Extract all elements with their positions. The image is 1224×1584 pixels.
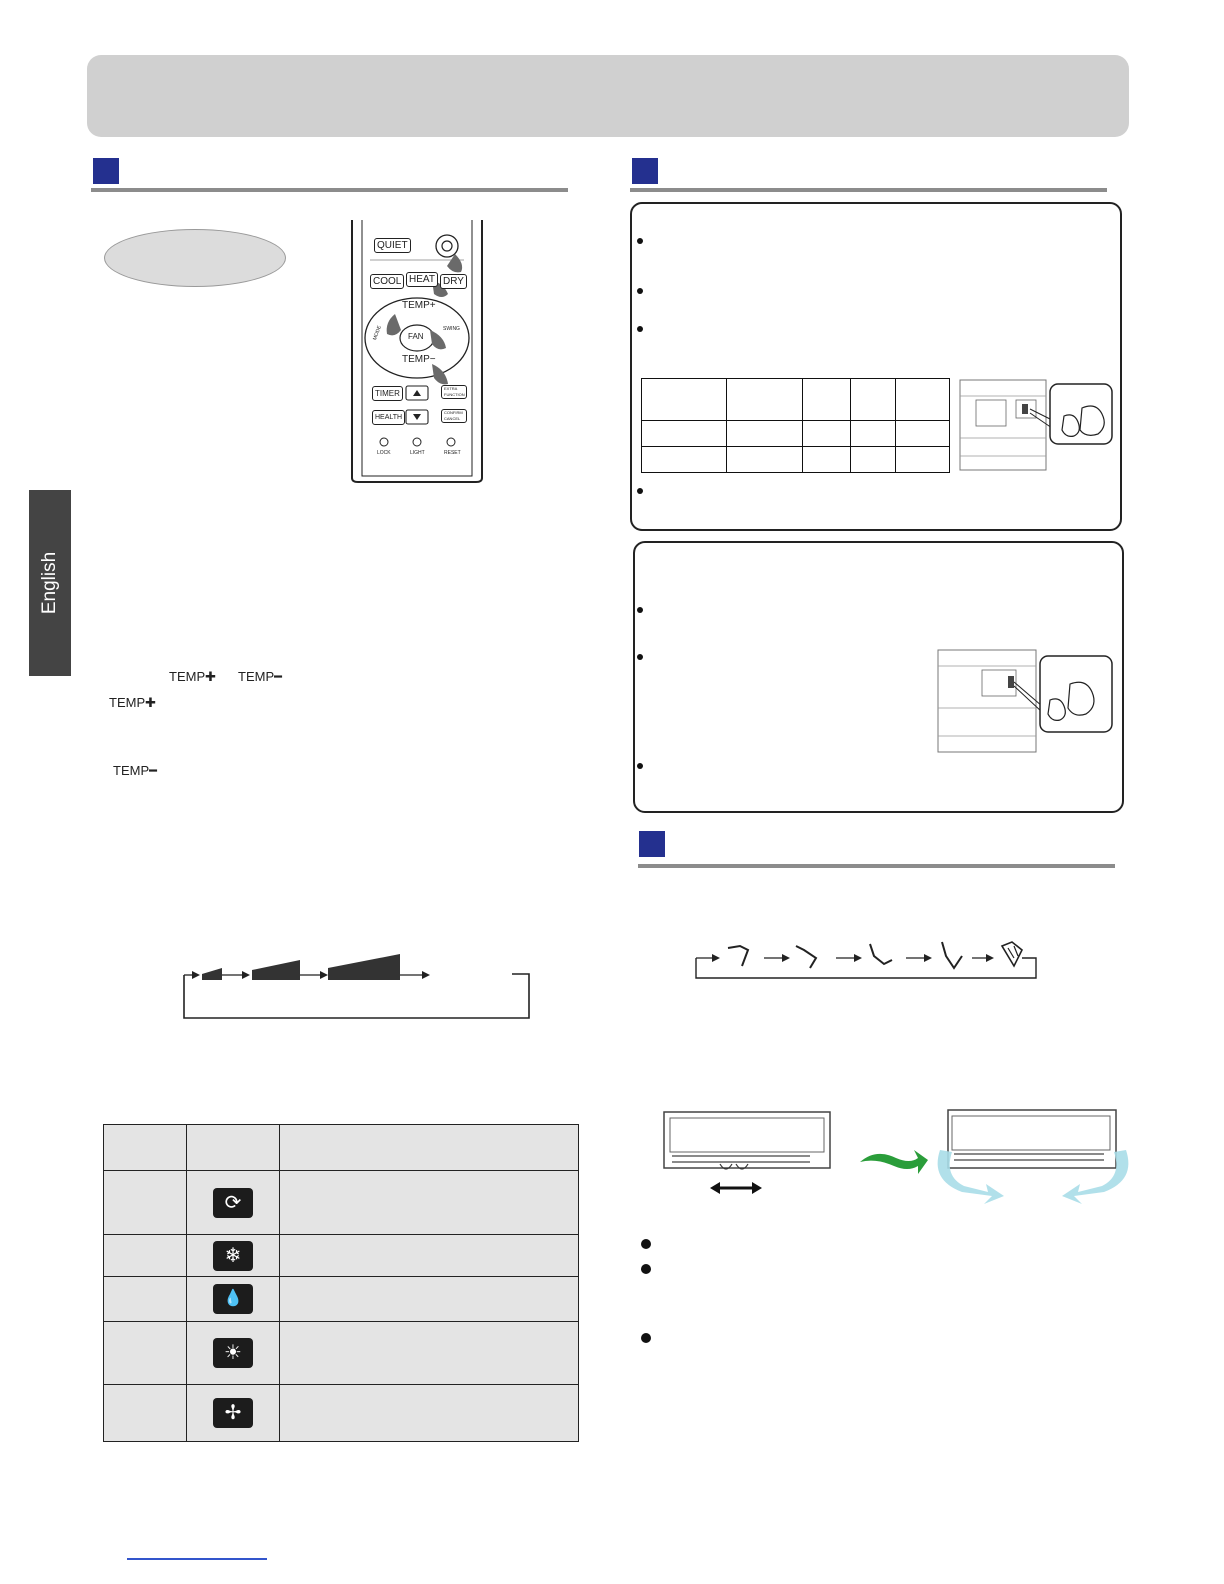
mode-name-cell bbox=[104, 1277, 187, 1322]
fan-speed-mid-icon bbox=[252, 960, 300, 980]
mode-icon-cell bbox=[187, 1171, 280, 1235]
remote-body-icon bbox=[350, 218, 484, 484]
section-rule-airflow bbox=[638, 864, 1115, 868]
temp-plus-label: TEMP bbox=[402, 300, 430, 311]
temp-minus-ref-2-text: TEMP bbox=[113, 763, 150, 778]
mode-description-cell bbox=[280, 1277, 579, 1322]
remote-control bbox=[350, 218, 484, 484]
table-cell bbox=[642, 379, 727, 421]
table-cell bbox=[727, 421, 803, 447]
mode-table-header bbox=[104, 1125, 579, 1171]
mode-icon-cell bbox=[187, 1385, 280, 1442]
section-rule-right bbox=[630, 188, 1107, 192]
indoor-unit-button-illustration-1 bbox=[956, 376, 1116, 474]
bullet bbox=[637, 654, 643, 660]
temp-plus-ref-1: TEMP✚ bbox=[169, 669, 217, 684]
mode-icon-cell bbox=[187, 1322, 280, 1385]
mode-description-cell bbox=[280, 1171, 579, 1235]
table-row bbox=[642, 447, 950, 473]
table-cell bbox=[803, 447, 851, 473]
dry-button[interactable]: DRY bbox=[440, 274, 467, 289]
mode-table bbox=[103, 1124, 579, 1442]
table-cell bbox=[727, 379, 803, 421]
mode-name-cell bbox=[104, 1322, 187, 1385]
bullet bbox=[637, 326, 643, 332]
louver-pos-2-icon bbox=[796, 946, 816, 968]
light-label: LIGHT bbox=[410, 450, 425, 456]
bullet bbox=[637, 607, 643, 613]
reset-label: RESET bbox=[444, 450, 461, 456]
indoor-unit-button-illustration-2 bbox=[934, 648, 1116, 756]
timer-button[interactable]: TIMER bbox=[372, 386, 403, 401]
table-cell bbox=[851, 379, 896, 421]
bullet bbox=[641, 1239, 651, 1249]
mode-table-header-cell bbox=[104, 1125, 187, 1171]
mode-table-header-cell bbox=[280, 1125, 579, 1171]
mode-description-cell bbox=[280, 1322, 579, 1385]
bullet bbox=[641, 1264, 651, 1274]
swing-button[interactable]: SWING bbox=[443, 326, 460, 332]
fan-mode-icon: ✢ bbox=[213, 1398, 253, 1428]
fan-speed-high-icon bbox=[328, 954, 400, 980]
lock-label: LOCK bbox=[377, 450, 391, 456]
table-cell bbox=[803, 421, 851, 447]
section-rule-left bbox=[91, 188, 568, 192]
temp-plus-ref-2-text: TEMP bbox=[109, 695, 146, 710]
bullet bbox=[637, 488, 643, 494]
fan-button[interactable]: FAN bbox=[408, 332, 424, 341]
section-marker-airflow bbox=[639, 831, 665, 857]
green-arrow-icon bbox=[856, 1146, 932, 1176]
language-label: English bbox=[39, 551, 60, 615]
info-box-emergency bbox=[630, 202, 1122, 531]
table-row bbox=[642, 379, 950, 421]
indoor-unit-manual-louver-illustration bbox=[660, 1108, 836, 1198]
table-row bbox=[104, 1277, 579, 1322]
temp-plus-ref-2: TEMP✚ bbox=[109, 695, 157, 710]
louver-pos-1-icon bbox=[728, 946, 748, 966]
table-cell bbox=[896, 379, 950, 421]
louver-position-cycle-diagram bbox=[692, 936, 1042, 984]
mode-name-cell bbox=[104, 1385, 187, 1442]
quiet-button[interactable]: QUIET bbox=[374, 238, 411, 253]
indoor-unit-airflow-illustration bbox=[930, 1106, 1138, 1210]
dry-mode-icon: 💧 bbox=[213, 1284, 253, 1314]
temp-minus-ref-1: TEMP━ bbox=[238, 669, 282, 684]
table-row bbox=[104, 1322, 579, 1385]
cool-button[interactable]: COOL bbox=[370, 274, 404, 289]
emergency-settings-table bbox=[641, 378, 950, 473]
temp-minus-ref-2: TEMP━ bbox=[113, 763, 157, 778]
confirm-cancel-button[interactable]: CONFIRM CANCEL bbox=[441, 409, 467, 423]
table-cell bbox=[896, 421, 950, 447]
fan-speed-cycle-diagram bbox=[180, 950, 535, 1022]
temp-minus-ref-1-text: TEMP bbox=[238, 669, 275, 684]
table-cell bbox=[851, 421, 896, 447]
section-marker-right bbox=[632, 158, 658, 184]
table-row bbox=[642, 421, 950, 447]
louver-pos-3-icon bbox=[870, 944, 892, 964]
louver-pos-4-icon bbox=[942, 942, 962, 968]
table-cell bbox=[896, 447, 950, 473]
bullet bbox=[641, 1333, 651, 1343]
temp-plus-ref-1-text: TEMP bbox=[169, 669, 206, 684]
heat-button[interactable]: HEAT bbox=[406, 272, 438, 287]
bullet bbox=[637, 288, 643, 294]
mode-description-cell bbox=[280, 1235, 579, 1277]
oval-callout bbox=[104, 229, 286, 287]
table-row bbox=[104, 1235, 579, 1277]
auto-mode-icon: ⟳ bbox=[213, 1188, 253, 1218]
table-row bbox=[104, 1385, 579, 1442]
table-cell bbox=[727, 447, 803, 473]
mode-description-cell bbox=[280, 1385, 579, 1442]
table-cell bbox=[803, 379, 851, 421]
bullet bbox=[637, 763, 643, 769]
extra-function-button[interactable]: EXTRA FUNCTION bbox=[441, 385, 467, 399]
page-header-banner bbox=[87, 55, 1129, 137]
section-marker-left bbox=[93, 158, 119, 184]
mode-icon-cell bbox=[187, 1277, 280, 1322]
mode-icon-cell bbox=[187, 1235, 280, 1277]
mode-name-cell bbox=[104, 1235, 187, 1277]
language-tab bbox=[29, 490, 71, 676]
table-cell bbox=[642, 447, 727, 473]
mode-button[interactable]: MODE bbox=[372, 324, 383, 342]
temp-minus-label: TEMP bbox=[402, 354, 430, 365]
temp-plus-button[interactable]: TEMP+ bbox=[402, 300, 436, 311]
mode-name-cell bbox=[104, 1171, 187, 1235]
cool-mode-icon: ❄ bbox=[213, 1241, 253, 1271]
bullet bbox=[637, 238, 643, 244]
fan-speed-low-icon bbox=[202, 968, 222, 980]
temp-minus-button[interactable]: TEMP− bbox=[402, 354, 436, 365]
table-row bbox=[104, 1171, 579, 1235]
heat-mode-icon: ☀ bbox=[213, 1338, 253, 1368]
health-button[interactable]: HEALTH bbox=[372, 410, 405, 425]
table-cell bbox=[642, 421, 727, 447]
footer-link-underline[interactable] bbox=[127, 1558, 267, 1560]
table-cell bbox=[851, 447, 896, 473]
mode-table-header-cell bbox=[187, 1125, 280, 1171]
